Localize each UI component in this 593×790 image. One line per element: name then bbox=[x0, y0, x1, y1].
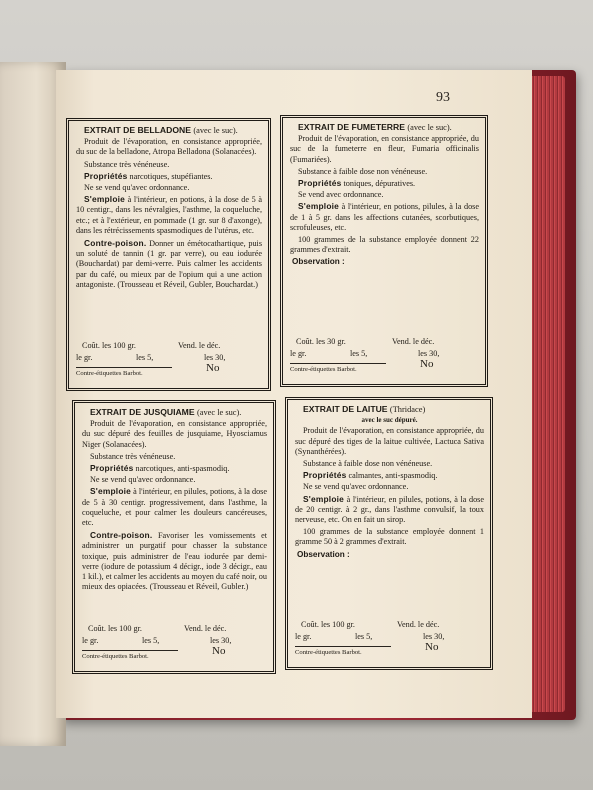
number-label: No bbox=[206, 362, 220, 374]
label-emploi: S'emploie à l'intérieur, en pilules, potions, à la dose de 20 centigr. à 2 gr., dans l'asthme convulsif, la toux nerveuse, etc. On en fait un sirop. bbox=[295, 493, 485, 525]
contre-etiquettes-label: Contre-étiquettes Barbot. bbox=[290, 363, 386, 375]
les30-label: les 30, bbox=[418, 349, 440, 358]
label-title: EXTRAIT DE JUSQUIAME (avec le suc). bbox=[90, 407, 242, 417]
contre-etiquettes-label: Contre-étiquettes Barbot. bbox=[76, 367, 172, 379]
le-gr-label: le gr. bbox=[290, 349, 307, 358]
label-subtitle: avec le suc dépuré. bbox=[361, 416, 418, 425]
les30-label: les 30, bbox=[423, 632, 445, 641]
label-observation: Observation : bbox=[292, 257, 345, 267]
label-title: EXTRAIT DE FUMETERRE (avec le suc). bbox=[298, 122, 452, 132]
label-substance: Substance très vénéneuse. bbox=[84, 159, 170, 169]
label-proprietes: Propriétés toniques, dépuratives. bbox=[298, 178, 416, 189]
label-title: EXTRAIT DE LAITUE (Thridace) bbox=[303, 404, 426, 414]
label-footer bbox=[82, 624, 263, 668]
label-production: Produit de l'évaporation, en consistance appropriée, du suc de la belladone, Atropa Belladona (Solanacées). bbox=[76, 137, 262, 157]
label-emploi: S'emploie à l'intérieur, en potions, pilules, à la dose de 1 à 5 gr. dans les affections cutanées, scorbutiques, scrofuleuses, etc. bbox=[290, 201, 480, 232]
number-label: No bbox=[212, 645, 226, 657]
label-production: Produit de l'évaporation, en consistance appropriée, du suc dépuré des tiges de la laitue cultivée, Lactuca Sativa (Synanthérées). bbox=[295, 426, 484, 456]
label-footer bbox=[295, 620, 480, 664]
label-footer bbox=[76, 341, 258, 385]
label-contre-poison: Contre-poison. Favoriser les vomissements et administrer un purgatif pour chasser la substance toxique, puis administrer de l'eau iodurée par demi-verre (iodure de potassium 4 décigr., iode 3 décigr., eau 1 kil.), et calmer les accidents au moyen du café noir, ou mieux des opiacées. (Trousseau et Réveil, Gubler.) bbox=[82, 530, 267, 592]
label-laitue bbox=[285, 397, 493, 670]
vend-label: Vend. le déc. bbox=[397, 620, 440, 629]
vend-label: Vend. le déc. bbox=[392, 337, 435, 346]
label-production: Produit de l'évaporation, en consistance appropriée, du suc dépuré des feuilles de jusquiame, Hyosciamus Niger (Solanacées). bbox=[82, 419, 267, 449]
contre-etiquettes-label: Contre-étiquettes Barbot. bbox=[82, 650, 178, 662]
vend-label: Vend. le déc. bbox=[184, 624, 227, 633]
cout-label: Coût. les 100 gr. bbox=[301, 620, 355, 629]
le-gr-label: le gr. bbox=[295, 632, 312, 641]
label-observation: Observation : bbox=[297, 549, 350, 559]
label-proprietes: Propriétés narcotiques, stupéfiantes. bbox=[84, 170, 213, 181]
label-substance: Substance à faible dose non vénéneuse. bbox=[298, 166, 428, 176]
les5-label: les 5, bbox=[350, 349, 368, 358]
label-vend-line: Se vend avec ordonnance. bbox=[298, 190, 384, 200]
label-footer bbox=[290, 337, 475, 381]
les5-label: les 5, bbox=[355, 632, 373, 641]
les30-label: les 30, bbox=[210, 636, 232, 645]
vend-label: Vend. le déc. bbox=[178, 341, 221, 350]
label-production: Produit de l'évaporation, en consistance appropriée, du suc de la fumeterre en fleur, Fumaria officinalis (Fumariées). bbox=[290, 134, 479, 164]
label-emploi: S'emploie à l'intérieur, en potions, à la dose de 5 à 10 centigr., dans les névralgies, l'asthme, la coqueluche, etc.; et à l'extérieur, en pommade (1 gr. sur 8 d'axonge), dans les rétrécissements spasmodiques de l'utérus, etc. bbox=[76, 194, 262, 235]
label-proprietes: Propriétés calmantes, anti-spasmodiq. bbox=[303, 470, 438, 481]
cout-label: Coût. les 100 gr. bbox=[88, 624, 142, 633]
label-extra: 100 grammes de la substance employée donnent 22 grammes d'extrait. bbox=[290, 235, 479, 255]
label-belladone bbox=[66, 118, 271, 391]
label-contre-poison: Contre-poison. Donner un émétocathartique, puis un soluté de tannin (1 gr. par verre), ou eau iodurée (Bouchardat) par demi-verre. Puis calmer les accidents par du café, ou mieux par de l'opium qui a une action antagoniste. (Trousseau et Réveil, Gubler, Bouchardat.) bbox=[76, 238, 263, 289]
les30-label: les 30, bbox=[204, 353, 226, 362]
le-gr-label: le gr. bbox=[76, 353, 93, 362]
label-vend-line: Ne se vend qu'avec ordonnance. bbox=[90, 475, 196, 485]
label-extra: 100 grammes de la substance employée donnent 1 gramme 50 à 2 grammes d'extrait. bbox=[295, 527, 484, 547]
contre-etiquettes-label: Contre-étiquettes Barbot. bbox=[295, 646, 391, 658]
label-fumeterre bbox=[280, 115, 488, 387]
label-vend-line: Ne se vend qu'avec ordonnance. bbox=[84, 183, 190, 193]
number-label: No bbox=[425, 641, 439, 653]
cout-label: Coût. les 100 gr. bbox=[82, 341, 136, 350]
label-vend-line: Ne se vend qu'avec ordonnance. bbox=[303, 482, 409, 492]
cout-label: Coût. les 30 gr. bbox=[296, 337, 346, 346]
les5-label: les 5, bbox=[136, 353, 154, 362]
label-jusquiame bbox=[72, 400, 276, 674]
label-substance: Substance à faible dose non vénéneuse. bbox=[303, 459, 433, 469]
label-proprietes: Propriétés narcotiques, anti-spasmodiq. bbox=[90, 463, 230, 474]
le-gr-label: le gr. bbox=[82, 636, 99, 645]
label-emploi: S'emploie à l'intérieur, en pilules, potions, à la dose de 5 à 30 centigr. progressivement, dans l'asthme, la coqueluche, et pour calmer les douleurs cancéreuses, etc. bbox=[82, 486, 268, 528]
page-number: 93 bbox=[436, 90, 450, 105]
les5-label: les 5, bbox=[142, 636, 160, 645]
label-substance: Substance très vénéneuse. bbox=[90, 451, 176, 461]
number-label: No bbox=[420, 358, 434, 370]
label-title: EXTRAIT DE BELLADONE (avec le suc). bbox=[84, 125, 238, 135]
